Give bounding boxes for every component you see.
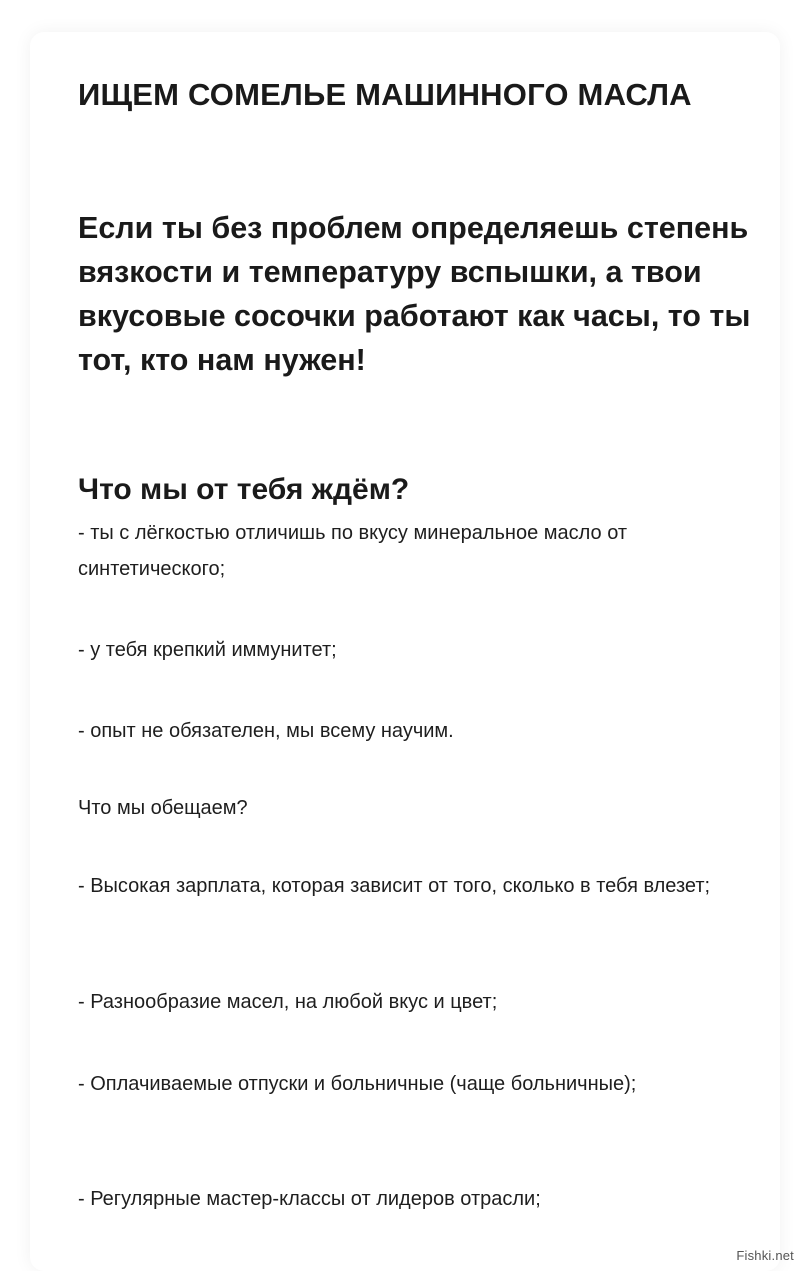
promise-item-2: - Разнообразие масел, на любой вкус и цвет; xyxy=(78,991,498,1013)
promise-heading: Что мы обещаем? xyxy=(78,797,248,819)
promise-item-4: - Регулярные мастер-классы от лидеров отрасли; xyxy=(78,1188,541,1210)
watermark: Fishki.net xyxy=(736,1248,794,1263)
promise-item-1: - Высокая зарплата, которая зависит от того, сколько в тебя влезет; xyxy=(78,875,711,897)
expect-item-3: - опыт не обязателен, мы всему научим. xyxy=(78,720,454,742)
post-title: ИЩЕМ СОМЕЛЬЕ МАШИННОГО МАСЛА xyxy=(78,77,692,112)
expect-item-1: - ты с лёгкостью отличишь по вкусу минеральное масло от синтетического; xyxy=(78,522,628,580)
lead-paragraph: Если ты без проблем определяешь степень вязкости и температуру вспышки, а твои вкусовые сосочки работают как часы, то ты тот, кто нам нужен! xyxy=(78,211,751,377)
promise-item-3: - Оплачиваемые отпуски и больничные (чаще больничные); xyxy=(78,1073,637,1095)
expect-item-2: - у тебя крепкий иммунитет; xyxy=(78,639,337,661)
expect-heading: Что мы от тебя ждём? xyxy=(78,473,410,506)
